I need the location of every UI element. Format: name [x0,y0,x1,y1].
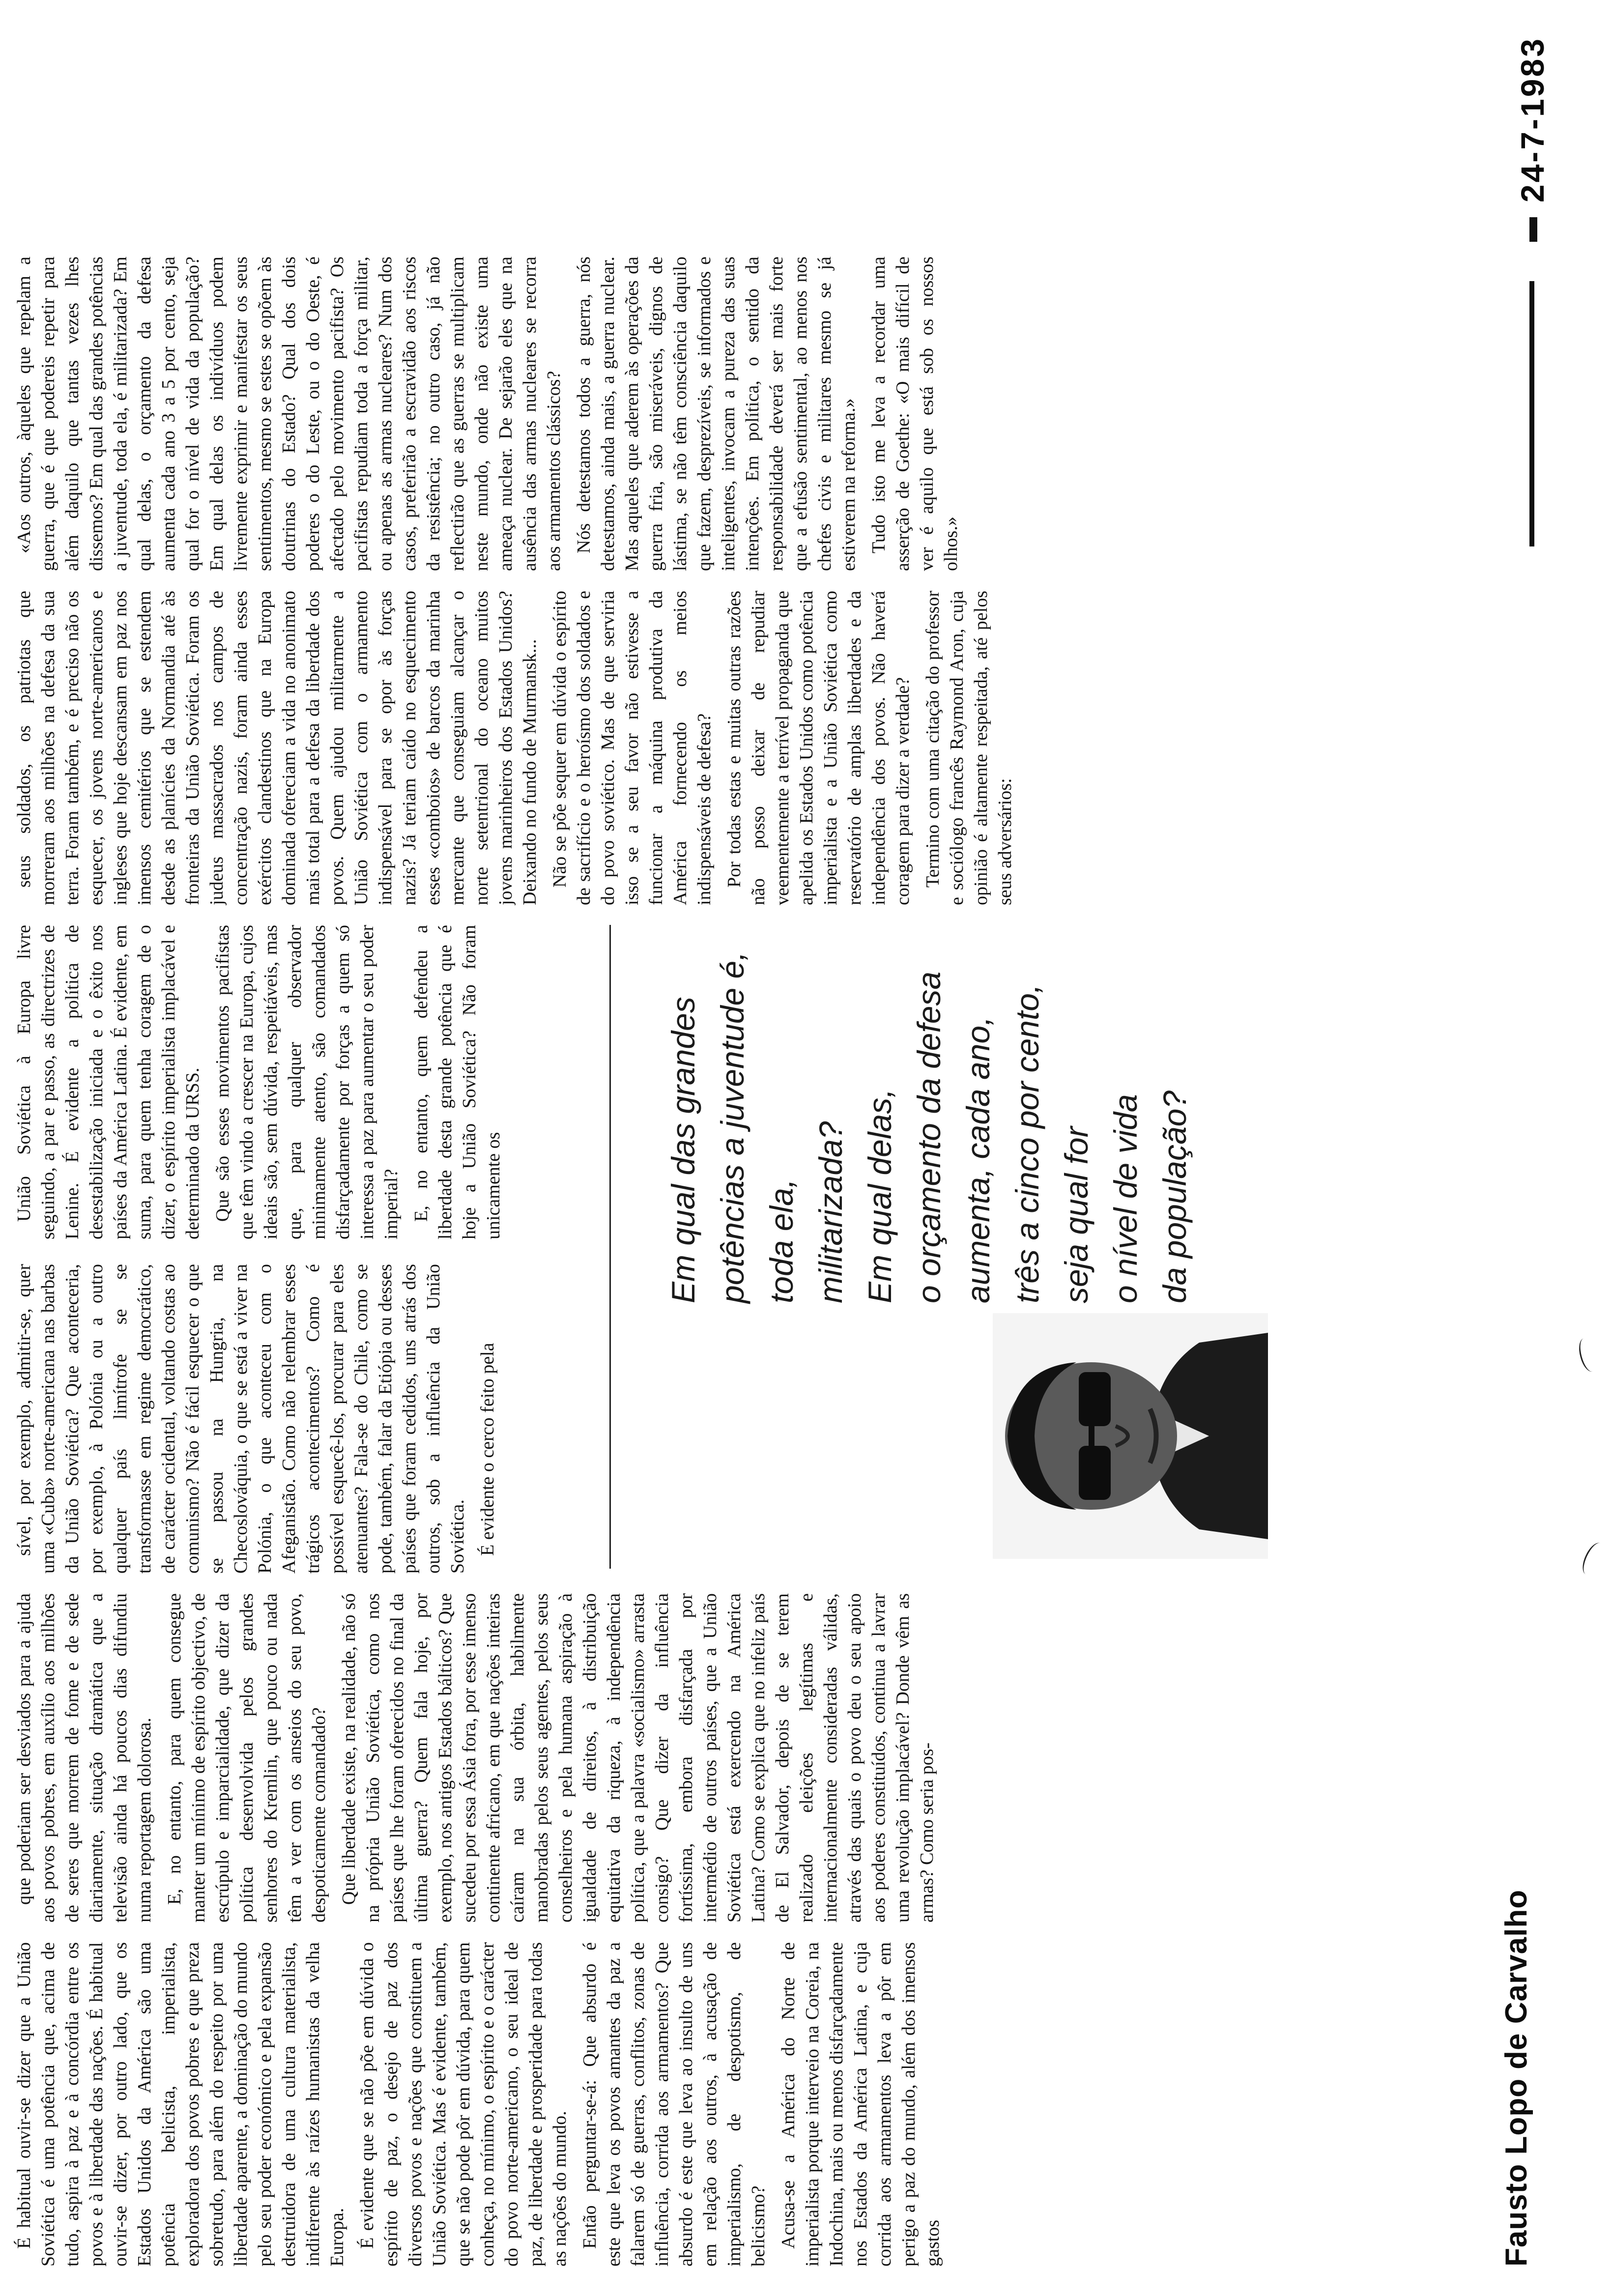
article-paragraph: E, no entanto, quem defendeu a liberdade desta grande potência que é hoje a União Soviética? Não foram unicamente os [411,925,504,1239]
pull-quote [659,940,1543,1303]
pull-quote-line: potências a juventude é, [714,951,750,1303]
pull-quote-line: militarizada? [812,1121,849,1303]
article-paragraph: União Soviética à Europa livre seguindo, a par e passo, as directrizes de Lenine. É evidente a política de desestabilização iniciada e o êxito nos países da América Latina. É evidente, em suma, para quem tenha coragem de o dizer, o espírito imperialista implacável e determinado da URSS. [14,925,203,1239]
pencil-mark [1576,1336,1601,1374]
article-paragraph: «Aos outros, àqueles que repelam a guerra, que é que podereis repetir para além daquilo que tantas vezes lhes dissemos? Em qual das grandes potências a juventude, toda ela, é militarizada? Em qual delas, o orçamento da defesa aumenta cada ano 3 a 5 por cento, seja qual for o nível de vida da população? Em qual delas os indivíduos podem livremente exprimir e manifestar os seus sentimentos, mesmo se estes se opõem às doutrinas do Estado? Qual dos dois poderes o do Leste, ou o do Oeste, é afectado pelo movimento pacifista? Os pacifistas repudiam toda a força militar, ou apenas as armas nucleares? Num dos casos, preferirão a escravidão aos riscos da resistência; no outro caso, já não reflectirão que as guerras se multiplicam neste mundo, onde não existe uma ameaça nuclear. De sejarão eles que na ausência das armas nucleares se recorra aos armamentos clássicos? [14,257,564,571]
article-column-6 [12,257,1570,571]
author-portrait [993,1313,1268,1559]
article-paragraph: Termino com uma citação do professor e sociólogo francês Raymond Aron, cuja opinião é altamente respeitada, até pelos seus adversários: [922,591,1015,905]
article-paragraph: Acusa-se a América do Norte de imperialista porque interveio na Coreia, na Indochina, mais ou menos disfarçadamente nos Estados da América Latina, e cuja corrida aos armamentos leva a pôr em perigo a paz do mundo, além dos imensos gastos [778,1942,943,2267]
pull-quote-line: Em qual delas, [862,1089,898,1303]
article-paragraph: É evidente o cerco feito pela [477,1343,498,1556]
article-paragraph: E, no entanto, para quem consegue manter um mínimo de espírito objectivo, de escrúpulo e imparcialidade, que dizer da política desenvolvida pelos grandes senhores do Kremlin, que pouco ou nada têm a ver com os anseios do seu povo, despoticamente comandado? [164,1593,329,1923]
article-paragraph: Que são esses movimentos pacifistas que têm vindo a crescer na Europa, cujos ideais são, sem dúvida, respeitáveis, mas que, para qualquer observador minimamente atento, são comandados disfarçadamente por forças a quem só interessa a paz para aumentar o seu poder imperial? [212,925,402,1239]
article-paragraph: Nós detestamos todos a guerra, nós detestamos, ainda mais, a guerra nuclear. Mas aqueles que aderem às operações da guerra fria, são miseráveis, dignos de lástima, se não têm consciência daquilo que fazem, desprezíveis, se informados e inteligentes, invocam a pureza das suas intenções. Em política, o sentido da responsabilidade deverá ser mais forte que a efusão sentimental, ao menos nos chefes civis e militares mesmo se já estiverem na reforma.» [574,257,859,571]
pull-quote-line: toda ela, [763,1178,800,1303]
pull-quote-line: três a cinco por cento, [1009,984,1045,1303]
article-paragraph: É habitual ouvir-se dizer que a União Soviética é uma potência que, acima de tudo, aspira à paz e à concórdia entre os povos e à liberdade das nações. É habitual ouvir-se dizer, por outro lado, que os Estados Unidos da América são uma potência belicista, imperialista, exploradora dos povos pobres e que preza sobretudo, para além do respeito por uma liberdade aparente, a dominação do mundo pelo seu poder económico e pela expansão destruidora de uma cultura materialista, indiferente às raízes humanistas da velha Europa. [14,1942,347,2267]
pull-quote-line: Em qual das grandes [665,997,701,1303]
article-paragraph: sível, por exemplo, admitir-se, quer uma «Cuba» norte-americana nas barbas da União Soviética? Que aconteceria, por exemplo, à Polónia ou a outro qualquer país limítrofe se se transformasse em regime democrático, de carácter ocidental, voltando costas ao comunismo? Não é fácil esquecer o que se passou na Hungria, na Checoslováquia, o que se está a viver na Polónia, o que aconteceu com o Afeganistão. Como não relembrar esses trágicos acontecimentos? Como é possível esquecê-los, procurar para eles atenuantes? Fala-se do Chile, como se pode, também, falar da Etiópia ou desses países que foram cedidos, uns atrás dos outros, sob a influência da União Soviética. [14,1264,468,1574]
author-byline: Fausto Lopo de Carvalho [1499,1889,1533,2267]
article-paragraph: Por todas estas e muitas outras razões não posso deixar de repudiar veementemente a terrível propaganda que apelida os Estados Unidos como potência imperialista e a União Soviética como reservatório de amplas liberdades e da independência dos povos. Não haverá coragem para dizer a verdade? [724,591,913,905]
article-paragraph: Não se põe sequer em dúvida o espírito de sacrifício e o heroísmo dos soldados e do povo soviético. Mas de que serviria isso se a seu favor não estivesse a funcionar a máquina produtiva da América fornecendo os meios indispensáveis de defesa? [549,591,715,905]
pull-quote-line: o orçamento da defesa [911,971,947,1303]
article-column-1 [12,1942,1472,2267]
article-paragraph: Que liberdade existe, na realidade, não só na própria União Soviética, como nos países que lhe foram oferecidos no final da última guerra? Quem fala hoje, por exemplo, nos antigos Estados bálticos? Que sucedeu por essa Ásia fora, por esse imenso continente africano, em que nações inteiras caíram na sua órbita, habilmente manobradas pelos seus agentes, pelos seus conselheiros e pela humana aspiração à igualdade de direitos, à distribuição equitativa da riqueza, à independência política, que a palavra «socialismo» arrasta consigo? Que dizer da influência fortíssima, embora disfarçada por intermédio de outros países, que a União Soviética está exercendo na América Latina? Como se explica que no infeliz país de El Salvador, depois de se terem realizado eleições legítimas e internacionalmente consideradas válidas, através das quais o povo deu o seu apoio aos poderes constituídos, continua a lavrar uma revolução implacável? Donde vêm as armas? Como seria pos- [339,1593,937,1923]
article-column-4 [12,925,582,1239]
date-dash [1529,217,1537,242]
pencil-mark [1579,1540,1608,1578]
pull-quote-line: da população? [1156,1090,1193,1303]
date-rule [1529,281,1534,546]
article-column-5 [12,591,1570,905]
article-paragraph: Tudo isto me leva a recordar uma asserção de Goethe: «O mais difícil de ver é aquilo que está sob os nossos olhos.» [868,257,961,571]
article-paragraph: É evidente que se não põe em dúvida o espírito de paz, o desejo de paz dos diversos povos e nações que constituem a União Soviética. Mas é evidente, também, que se não pode pôr em dúvida, para quem conheça, no mínimo, o espírito e o carácter do povo norte-americano, o seu ideal de paz, de liberdade e prosperidade para todas as nações do mundo. [357,1942,570,2267]
pull-quote-line: o nível de vida [1107,1094,1144,1303]
article-paragraph: Então perguntar-se-á: Que absurdo é este que leva os povos amantes da paz a falarem só de guerras, conflitos, zonas de influência, corrida aos armamentos? Que absurdo é este que leva ao insulto de uns em relação aos outros, à acusação de imperialismo, de despotismo, de belicismo? [579,1942,769,2267]
pull-quote-line: seja qual for [1058,1126,1094,1303]
publication-date: 24-7-1983 [1514,37,1551,202]
article-column-2 [12,1593,1570,1923]
article-column-3 [12,1264,592,1574]
pull-quote-line: aumenta, cada ano, [960,1016,996,1303]
article-paragraph: seus soldados, os patriotas que morreram aos milhões na defesa da sua terra. Foram também, e é preciso não os esquecer, os jovens norte-americanos e ingleses que hoje descansam em paz nos imensos cemitérios que se estendem desde as planícies da Normandia até às fronteiras da União Soviética. Foram os judeus massacrados nos campos de concentração nazis, foram ainda esses exércitos clandestinos que na Europa dominada ofereciam a vida no anonimato mais total para a defesa da liberdade dos povos. Quem ajudou militarmente a União Soviética com o armamento indispensável para se opor às forças nazis? Já teriam caído no esquecimento esses «comboios» de barcos da marinha mercante que conseguiam alcançar o norte setentrional do oceano muitos jovens marinheiros dos Estados Unidos? Deixando no fundo de Murmansk... [14,591,540,905]
article-paragraph: que poderiam ser desviados para a ajuda aos povos pobres, em auxílio aos milhões de seres que morrem de fome e de sede diariamente, situação dramática que a televisão ainda há poucos dias difundiu numa reportagem dolorosa. [14,1593,155,1923]
